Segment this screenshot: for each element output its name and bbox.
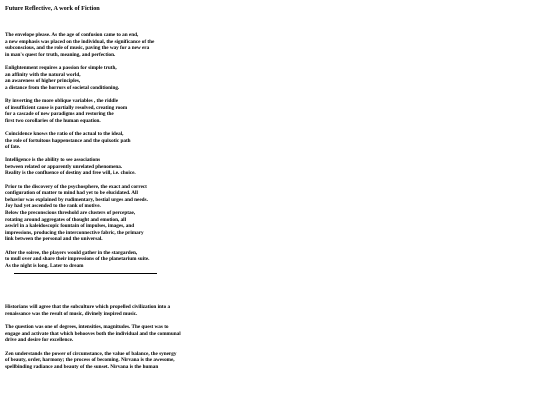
text-line: spellbinding radiance and beauty of the sunset. Nirvana is the human <box>5 363 159 370</box>
text-line: a new emphasis was placed on the individual, the significance of the <box>5 38 155 45</box>
text-line: configuration of matter to mind had yet to be elucidated. All <box>5 190 138 197</box>
text-line: link between the personal and the universal. <box>5 236 103 243</box>
text-line: Reality is the confluence of destiny and free will, i.e. choice. <box>5 170 136 177</box>
text-line: Prior to the discovery of the psychosphere, the exact and correct <box>5 183 147 190</box>
text-line: the role of fortuitous happenstance and the quixotic path <box>5 137 131 144</box>
text-line: The question was one of degrees, intensities, magnitudes. The quest was to <box>5 324 169 331</box>
text-line: After the soiree, the players would gather in the stargarden, <box>5 249 138 256</box>
text-line: As the night is long. Later to dream <box>5 262 84 269</box>
text-line: Historians will agree that the subculture which propelled civilization into a <box>5 304 171 311</box>
text-line: an awareness of higher principles, <box>5 78 81 85</box>
paragraph-8 <box>5 304 535 317</box>
paragraph-10 <box>5 351 535 371</box>
text-line: drive and desire for excellence. <box>5 337 74 344</box>
paragraph-6 <box>5 184 535 243</box>
text-line: renaissance was the result of music, divinely inspired music. <box>5 310 138 317</box>
text-line: a distance from the horrors of societal conditioning. <box>5 84 120 91</box>
text-line: behavior was explained by rudimentary, bestial urges and needs. <box>5 196 148 203</box>
text-line: Below the preconscious threshold are clusters of perceptae, <box>5 210 136 217</box>
text-line: Zen understands the power of circumstance, the value of balance, the synergy <box>5 350 177 357</box>
text-line: subconscious, and the role of music, paving the way for a new era <box>5 45 150 52</box>
paragraph-1 <box>5 32 535 58</box>
text-line: rotating around aggregates of thought and emotion, all <box>5 216 127 223</box>
text-line: Enlightenment requires a passion for simple truth, <box>5 64 117 71</box>
text-line: in man's quest for truth, meaning, and perfection. <box>5 51 116 58</box>
text-line: By inverting the more oblique variables , the riddle <box>5 97 119 104</box>
paragraph-5 <box>5 157 535 177</box>
document-page <box>5 5 535 370</box>
text-line: Coincidence knows the ratio of the actual to the ideal, <box>5 130 124 137</box>
paragraph-2 <box>5 65 535 91</box>
text-line: aswirl in a kaleidoscopic fountain of impulses, images, and <box>5 223 135 230</box>
text-line: Intelligence is the ability to see associations <box>5 157 101 164</box>
text-line: of beauty, order, harmony; the process of becoming. Nirvana is the awesome, <box>5 357 175 364</box>
text-line: to mull over and share their impressions of the planetarium suite. <box>5 256 150 263</box>
text-line: of fate. <box>5 144 21 151</box>
horizontal-rule <box>14 273 157 274</box>
paragraph-4 <box>5 131 535 151</box>
text-line: an affinity with the natural world, <box>5 71 81 78</box>
paragraph-9 <box>5 324 535 344</box>
text-line: The envelope please. As the age of confusion came to an end, <box>5 32 139 38</box>
text-line: for a cascade of new paradigms and restoring the <box>5 111 114 118</box>
text-line: Joy had yet ascended to the rank of motive. <box>5 203 101 210</box>
text-line: impressions, producing the interconnective fabric, the primary <box>5 229 144 236</box>
text-line: of insufficient cause is partially resolved, creating room <box>5 104 128 111</box>
paragraph-3 <box>5 98 535 124</box>
text-line: first two corollaries of the human equation. <box>5 117 101 124</box>
document-title: Future Reflective, A work of Fiction <box>5 5 100 12</box>
text-line: engage and activate that which behooves both the individual and the communal <box>5 330 181 337</box>
text-line: between related or apparently unrelated phenomena. <box>5 163 123 170</box>
paragraph-7 <box>5 250 535 270</box>
